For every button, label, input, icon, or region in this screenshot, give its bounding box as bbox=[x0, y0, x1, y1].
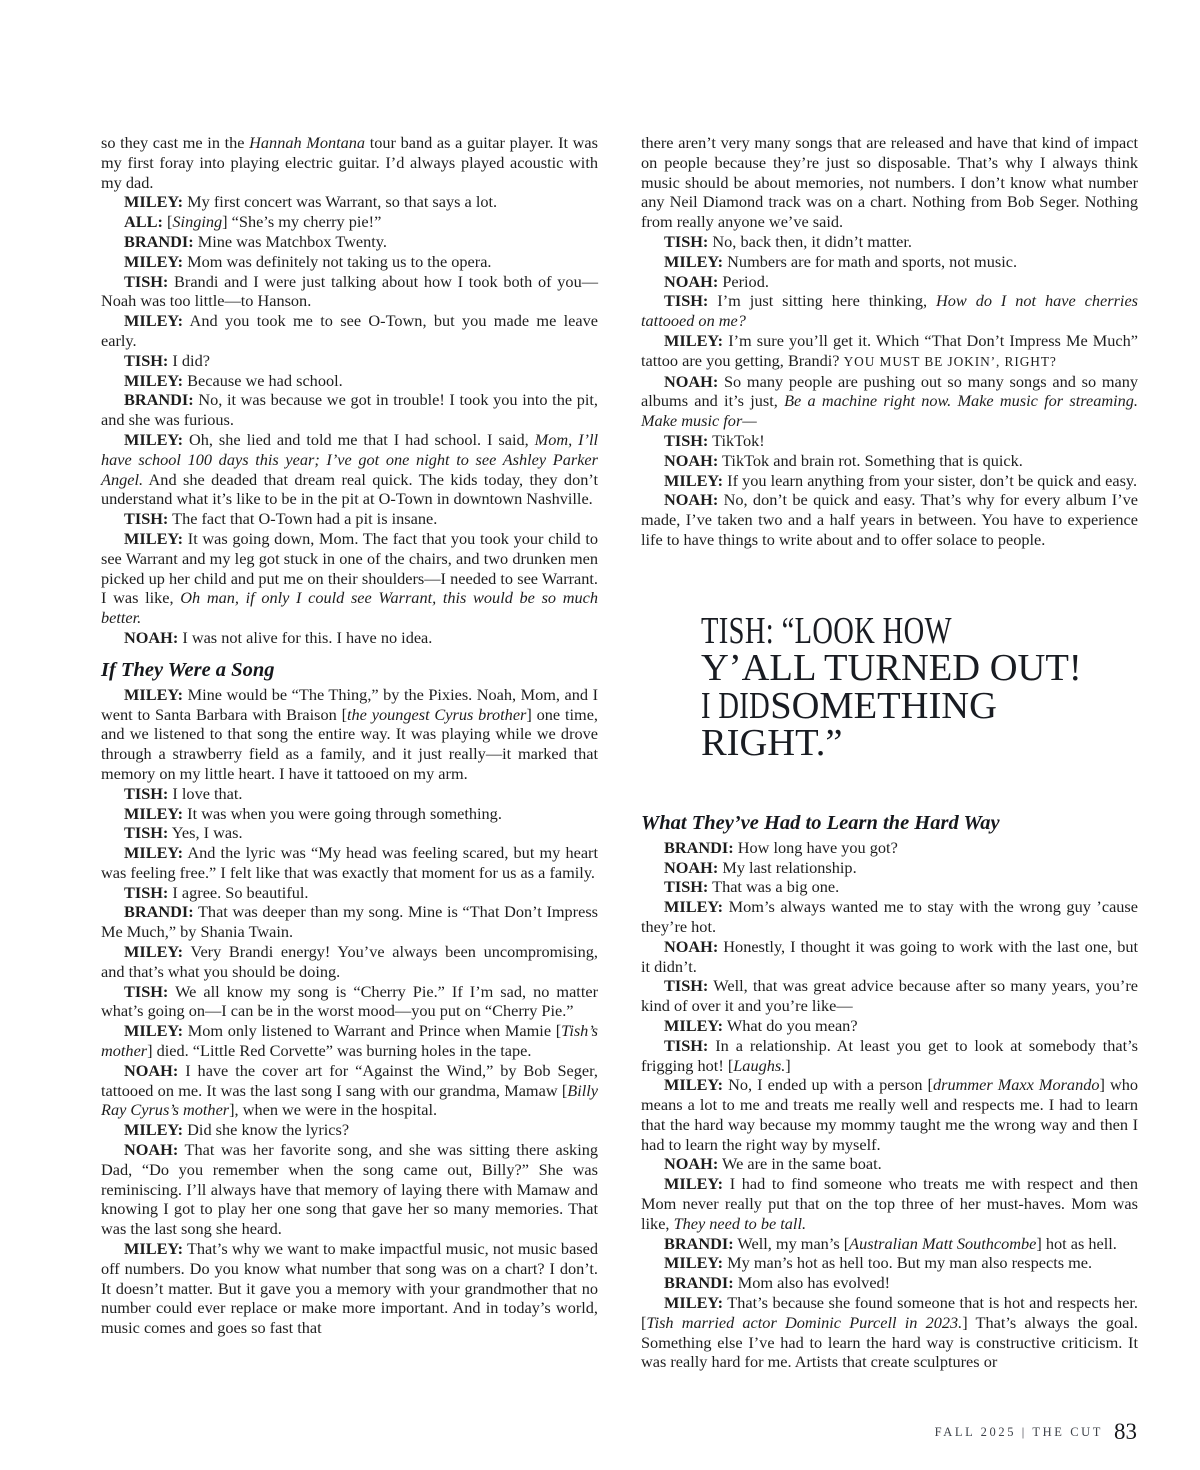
speaker-label: NOAH: bbox=[124, 1060, 179, 1080]
text-segment: ], when we were in the hospital. bbox=[229, 1100, 438, 1120]
text-segment: My last relationship. bbox=[718, 857, 857, 877]
dialogue-paragraph bbox=[641, 252, 1138, 272]
speaker-label: TISH: bbox=[664, 1035, 709, 1055]
text-segment: And she deaded that dream real quick. The kids today, they don’t understand what it’s like to be in the pit at O-Town in downtown Nashville. bbox=[101, 469, 598, 509]
dialogue-paragraph bbox=[641, 1016, 1138, 1036]
text-segment: YOU MUST BE JOKIN’, RIGHT? bbox=[843, 353, 1057, 369]
speaker-label: NOAH: bbox=[664, 490, 719, 510]
dialogue-paragraph bbox=[101, 942, 598, 982]
dialogue-paragraph bbox=[641, 976, 1138, 1016]
dialogue-paragraph bbox=[101, 232, 598, 252]
speaker-label: TISH: bbox=[124, 882, 169, 902]
text-segment: Tish married actor Dominic Purcell in 2023. bbox=[646, 1312, 963, 1332]
dialogue-paragraph bbox=[641, 133, 1138, 232]
text-segment: That’s why we want to make impactful music, not music based off numbers. Do you know what number that song was on a chart? I don’t. It doesn’t matter. But it gave you a memory with your grandmother that no number could ever replace or make more important. And in today’s world, music comes and goes so fast that bbox=[101, 1239, 598, 1338]
speaker-label: MILEY: bbox=[664, 470, 724, 490]
dialogue-paragraph bbox=[101, 843, 598, 883]
dialogue-paragraph bbox=[641, 490, 1138, 549]
speaker-label: TISH: bbox=[124, 350, 169, 370]
dialogue-paragraph bbox=[641, 1293, 1138, 1372]
text-segment: No, back then, it didn’t matter. bbox=[708, 231, 912, 251]
text-segment: the youngest Cyrus brother bbox=[347, 704, 527, 724]
speaker-label: BRANDI: bbox=[124, 902, 194, 922]
speaker-label: BRANDI: bbox=[664, 837, 734, 857]
dialogue-paragraph bbox=[101, 1140, 598, 1239]
speaker-label: TISH: bbox=[124, 823, 169, 843]
text-segment: there aren’t very many songs that are released and have that kind of impact on people because they’re just so disposable. That’s why I always think music should be about memories, not numbers. I don’t know what number any Neil Diamond track was on a chart. Nothing from Bob Seger. Nothing from really anyone we’ve said. bbox=[641, 133, 1138, 232]
text-segment: Mom also has evolved! bbox=[733, 1273, 891, 1293]
dialogue-paragraph bbox=[101, 1061, 598, 1120]
dialogue-paragraph bbox=[101, 823, 598, 843]
pull-quote-line bbox=[701, 722, 1138, 765]
pull-quote-line bbox=[701, 684, 1138, 727]
speaker-label: MILEY: bbox=[124, 684, 184, 704]
speaker-label: TISH: bbox=[124, 981, 169, 1001]
dialogue-paragraph bbox=[101, 212, 598, 232]
text-segment: Laughs. bbox=[733, 1055, 786, 1075]
text-segment: Oh, she lied and told me that I had school. I said, bbox=[183, 429, 535, 449]
text-segment: Singing bbox=[172, 212, 223, 232]
dialogue-paragraph bbox=[641, 877, 1138, 897]
speaker-label: TISH: bbox=[664, 877, 709, 897]
text-segment: That was her favorite song, and she was sitting there asking Dad, “Do you remember when the song came out, Billy?” She was reminiscing. I’ll always have that memory of laying there with Mamaw and knowing I got to play her one song that gave her so many memories. That was the last song she heard. bbox=[101, 1140, 598, 1239]
speaker-label: MILEY: bbox=[124, 942, 184, 962]
speaker-label: MILEY: bbox=[124, 192, 184, 212]
speaker-label: MILEY: bbox=[124, 429, 184, 449]
speaker-label: TISH: bbox=[664, 291, 709, 311]
dialogue-paragraph bbox=[101, 351, 598, 371]
text-segment: I love that. bbox=[168, 783, 243, 803]
dialogue-paragraph bbox=[101, 133, 598, 192]
speaker-label: TISH: bbox=[124, 509, 169, 529]
section-heading: If They Were a Song bbox=[101, 658, 275, 681]
dialogue-paragraph bbox=[101, 804, 598, 824]
text-segment: Numbers are for math and sports, not music. bbox=[723, 251, 1018, 271]
dialogue-paragraph bbox=[101, 628, 598, 648]
text-segment: Tish’s mother bbox=[101, 1021, 598, 1061]
speaker-label: MILEY: bbox=[124, 1239, 184, 1259]
text-segment: That was deeper than my song. Mine is “That Don’t Impress Me Much,” by Shania Twain. bbox=[101, 902, 598, 942]
page-footer bbox=[935, 1419, 1137, 1445]
dialogue-paragraph bbox=[641, 1174, 1138, 1233]
text-segment: Mine would be “The Thing,” by the Pixies. Noah, Mom, and I went to Santa Barbara with Braison [ bbox=[101, 684, 598, 724]
text-segment: Mine was Matchbox Twenty. bbox=[193, 231, 387, 251]
text-segment: That was a big one. bbox=[708, 877, 840, 897]
text-segment: RIGHT.” bbox=[701, 722, 843, 765]
text-segment: I did? bbox=[168, 350, 210, 370]
dialogue-paragraph bbox=[641, 1154, 1138, 1174]
text-segment: My first concert was Warrant, so that says a lot. bbox=[183, 192, 498, 212]
text-segment: We all know my song is “Cherry Pie.” If I’m sad, no matter what’s going on—I can be in the worst mood—you put on “Cherry Pie.” bbox=[101, 981, 598, 1021]
text-segment: tour band as a guitar player. It was my first foray into playing electric guitar. I’d always played acoustic with my dad. bbox=[101, 133, 598, 192]
text-segment: Well, my man’s [ bbox=[733, 1233, 850, 1253]
dialogue-paragraph bbox=[101, 390, 598, 430]
pull-quote bbox=[641, 609, 1138, 765]
dialogue-paragraph bbox=[101, 685, 598, 784]
dialogue-paragraph bbox=[641, 272, 1138, 292]
text-segment: [ bbox=[162, 212, 173, 232]
dialogue-paragraph bbox=[641, 897, 1138, 937]
text-segment: so they cast me in the bbox=[101, 133, 250, 152]
text-segment: And you took me to see O-Town, but you made me leave early. bbox=[101, 311, 598, 350]
text-segment: ] bbox=[785, 1055, 791, 1075]
text-segment: Oh man, if only I could see Warrant, this would be so much better. bbox=[101, 588, 598, 628]
text-segment: I have the cover art for “Against the Wind,” by Bob Seger, tattooed on me. It was the last song I sang with our grandma, Mamaw [ bbox=[101, 1060, 598, 1100]
text-segment: No, I ended up with a person [ bbox=[723, 1075, 933, 1095]
speaker-label: TISH: bbox=[124, 271, 169, 291]
speaker-label: NOAH: bbox=[124, 627, 179, 647]
dialogue-paragraph bbox=[641, 858, 1138, 878]
speaker-label: ALL: bbox=[124, 212, 163, 232]
text-segment: TikTok! bbox=[708, 430, 765, 450]
text-segment: The fact that O-Town had a pit is insane. bbox=[168, 509, 438, 529]
text-segment: Period. bbox=[718, 271, 769, 291]
speaker-label: NOAH: bbox=[124, 1140, 179, 1160]
text-segment: I’m just sitting here thinking, bbox=[708, 291, 937, 311]
text-segment: Mom only listened to Warrant and Prince when Mamie [ bbox=[183, 1021, 562, 1041]
text-segment: ] That’s always the goal. Something else I’ve had to learn the hard way is constructive criticism. It was really hard for me. Artists that create sculptures or bbox=[641, 1312, 1138, 1372]
text-segment: Very Brandi energy! You’ve always been uncompromising, and that’s what you should be doing. bbox=[101, 942, 598, 981]
speaker-label: MILEY: bbox=[664, 330, 724, 350]
text-segment: We are in the same boat. bbox=[718, 1154, 882, 1174]
dialogue-paragraph bbox=[101, 902, 598, 942]
text-segment: How long have you got? bbox=[733, 837, 898, 857]
dialogue-paragraph bbox=[101, 784, 598, 804]
page-number: 83 bbox=[1114, 1419, 1137, 1444]
text-segment: Mom’s always wanted me to stay with the wrong guy ’cause they’re hot. bbox=[641, 897, 1138, 936]
section-heading: What They’ve Had to Learn the Hard Way bbox=[641, 811, 1000, 834]
dialogue-paragraph bbox=[101, 982, 598, 1022]
speaker-label: BRANDI: bbox=[664, 1273, 734, 1293]
text-segment: It was going down, Mom. The fact that you took your child to see Warrant and my leg got stuck in one of the chairs, and two drunken men picked up her child and put me on their shoulders—I needed to see Warrant. I was like, bbox=[101, 528, 598, 608]
text-segment: And the lyric was “My head was feeling scared, but my heart was feeling free.” I felt like that was exactly that moment for us as a family. bbox=[101, 843, 598, 882]
speaker-label: BRANDI: bbox=[124, 231, 194, 251]
speaker-label: NOAH: bbox=[664, 936, 719, 956]
dialogue-paragraph bbox=[101, 509, 598, 529]
dialogue-paragraph bbox=[101, 371, 598, 391]
speaker-label: NOAH: bbox=[664, 371, 719, 391]
text-segment: Yes, I was. bbox=[168, 823, 243, 843]
text-segment: My man’s hot as hell too. But my man also respects me. bbox=[723, 1253, 1093, 1273]
text-segment: ] “She’s my cherry pie!” bbox=[222, 212, 382, 232]
dialogue-paragraph bbox=[641, 1075, 1138, 1154]
text-segment: I had to find someone who treats me with respect and then Mom never really put that on the top three of her must-haves. Mom was like, bbox=[641, 1174, 1138, 1233]
text-segment: ] hot as hell. bbox=[1036, 1233, 1117, 1253]
speaker-label: NOAH: bbox=[664, 271, 719, 291]
speaker-label: MILEY: bbox=[124, 843, 184, 863]
text-segment: Brandi and I were just talking about how I took both of you—Noah was too little—to Hanson. bbox=[101, 271, 598, 311]
text-segment: So many people are pushing out so many songs and so many albums and it’s just, bbox=[641, 371, 1138, 411]
text-segment: ] who means a lot to me and treats me really well and respects me. I had to learn that the hard way because my mommy taught me the wrong way and then I had to learn the right way by myself. bbox=[641, 1075, 1138, 1154]
dialogue-paragraph bbox=[101, 192, 598, 212]
speaker-label: MILEY: bbox=[124, 1120, 184, 1140]
issue-label: FALL 2025 | THE CUT bbox=[934, 1425, 1103, 1439]
speaker-label: BRANDI: bbox=[664, 1233, 734, 1253]
dialogue-paragraph bbox=[101, 430, 598, 509]
dialogue-paragraph bbox=[641, 331, 1138, 372]
speaker-label: MILEY: bbox=[664, 1015, 724, 1035]
speaker-label: MILEY: bbox=[664, 1174, 724, 1194]
text-segment: TikTok and brain rot. Something that is quick. bbox=[718, 450, 1023, 470]
text-segment: In a relationship. At least you get to look at somebody that’s frigging hot! [ bbox=[641, 1035, 1138, 1075]
dialogue-paragraph bbox=[101, 252, 598, 272]
dialogue-paragraph bbox=[641, 291, 1138, 331]
text-segment: Australian Matt Southcombe bbox=[849, 1233, 1037, 1253]
text-segment: SOMETHING bbox=[770, 684, 997, 727]
speaker-label: MILEY: bbox=[124, 370, 184, 390]
dialogue-paragraph bbox=[641, 232, 1138, 252]
text-segment: Hannah Montana bbox=[249, 133, 366, 152]
speaker-label: NOAH: bbox=[664, 857, 719, 877]
text-segment: They need to be tall. bbox=[673, 1213, 807, 1233]
dialogue-paragraph bbox=[641, 838, 1138, 858]
speaker-label: NOAH: bbox=[664, 450, 719, 470]
text-segment: ] died. “Little Red Corvette” was burning holes in the tape. bbox=[147, 1041, 532, 1061]
dialogue-paragraph bbox=[641, 471, 1138, 491]
dialogue-paragraph bbox=[641, 431, 1138, 451]
speaker-label: MILEY: bbox=[124, 311, 184, 331]
dialogue-paragraph bbox=[641, 1273, 1138, 1293]
text-segment: How do I not have cherries tattooed on me? bbox=[641, 291, 1139, 331]
dialogue-paragraph bbox=[101, 1120, 598, 1140]
speaker-label: MILEY: bbox=[124, 528, 184, 548]
speaker-label: MILEY: bbox=[124, 251, 184, 271]
dialogue-paragraph bbox=[101, 311, 598, 351]
speaker-label: TISH: bbox=[664, 430, 709, 450]
dialogue-paragraph bbox=[641, 1036, 1138, 1076]
text-segment: Well, that was great advice because after so many years, you’re kind of over it and you’re like— bbox=[641, 976, 1138, 1016]
right-column bbox=[641, 133, 1138, 1372]
dialogue-paragraph bbox=[101, 1239, 598, 1338]
speaker-label: MILEY: bbox=[124, 1021, 184, 1041]
text-segment: Did she know the lyrics? bbox=[183, 1120, 350, 1140]
text-segment: If you learn anything from your sister, don’t be quick and easy. bbox=[723, 470, 1138, 490]
text-segment: Honestly, I thought it was going to work with the last one, but it didn’t. bbox=[641, 936, 1138, 976]
text-segment: ] one time, and we listened to that song the entire way. It was playing while we drove through a strawberry field as a family, and it just really—it marked that memory on my little heart. I have it tattooed on my arm. bbox=[101, 704, 598, 783]
speaker-label: TISH: bbox=[664, 976, 709, 996]
dialogue-paragraph bbox=[641, 1253, 1138, 1273]
text-segment: What do you mean? bbox=[723, 1015, 858, 1035]
text-segment: TISH: “LOOK HOW bbox=[701, 609, 952, 652]
text-segment: No, don’t be quick and easy. That’s why for every album I’ve made, I’ve taken two and a half years in between. You have to experience life to have things to write about and to offer solace to people. bbox=[641, 490, 1138, 549]
text-segment: No, it was because we got in trouble! I took you into the pit, and she was furious. bbox=[101, 390, 598, 430]
pull-quote-line bbox=[701, 609, 1138, 652]
speaker-label: BRANDI: bbox=[124, 390, 194, 410]
dialogue-paragraph bbox=[641, 1234, 1138, 1254]
dialogue-paragraph bbox=[641, 451, 1138, 471]
text-segment: Mom, I’ll have school 100 days this year; I’ve got one night to see Ashley Parker Angel. bbox=[101, 429, 598, 489]
text-segment: Because we had school. bbox=[183, 370, 343, 390]
text-segment: I DID bbox=[701, 684, 771, 727]
dialogue-paragraph bbox=[101, 883, 598, 903]
text-segment: drummer Maxx Morando bbox=[932, 1075, 1100, 1095]
dialogue-paragraph bbox=[101, 529, 598, 628]
dialogue-paragraph bbox=[101, 1021, 598, 1061]
text-segment: I’m sure you’ll get it. Which “That Don’t Impress Me Much” tattoo are you getting, Brandi? bbox=[641, 330, 1138, 370]
pull-quote-line bbox=[701, 647, 1138, 690]
speaker-label: MILEY: bbox=[664, 1075, 724, 1095]
text-segment: It was when you were going through something. bbox=[183, 803, 502, 823]
speaker-label: TISH: bbox=[664, 231, 709, 251]
dialogue-paragraph bbox=[101, 272, 598, 312]
speaker-label: MILEY: bbox=[664, 251, 724, 271]
speaker-label: MILEY: bbox=[664, 897, 724, 917]
left-column bbox=[101, 133, 598, 1338]
speaker-label: NOAH: bbox=[664, 1154, 719, 1174]
speaker-label: MILEY: bbox=[124, 803, 184, 823]
dialogue-paragraph bbox=[641, 937, 1138, 977]
text-segment: Y’ALL TURNED OUT! bbox=[701, 647, 1082, 690]
text-segment: Mom was definitely not taking us to the opera. bbox=[183, 251, 492, 271]
text-segment: That’s because she found someone that is hot and respects her. [ bbox=[641, 1293, 1138, 1332]
text-segment: I was not alive for this. I have no idea. bbox=[178, 627, 433, 647]
speaker-label: MILEY: bbox=[664, 1293, 724, 1313]
speaker-label: MILEY: bbox=[664, 1253, 724, 1273]
speaker-label: TISH: bbox=[124, 783, 169, 803]
dialogue-paragraph bbox=[641, 372, 1138, 431]
text-segment: Billy Ray Cyrus’s mother bbox=[101, 1080, 598, 1120]
text-segment: Be a machine right now. Make music for streaming. Make music for— bbox=[641, 391, 1138, 431]
text-segment: I agree. So beautiful. bbox=[168, 882, 309, 902]
